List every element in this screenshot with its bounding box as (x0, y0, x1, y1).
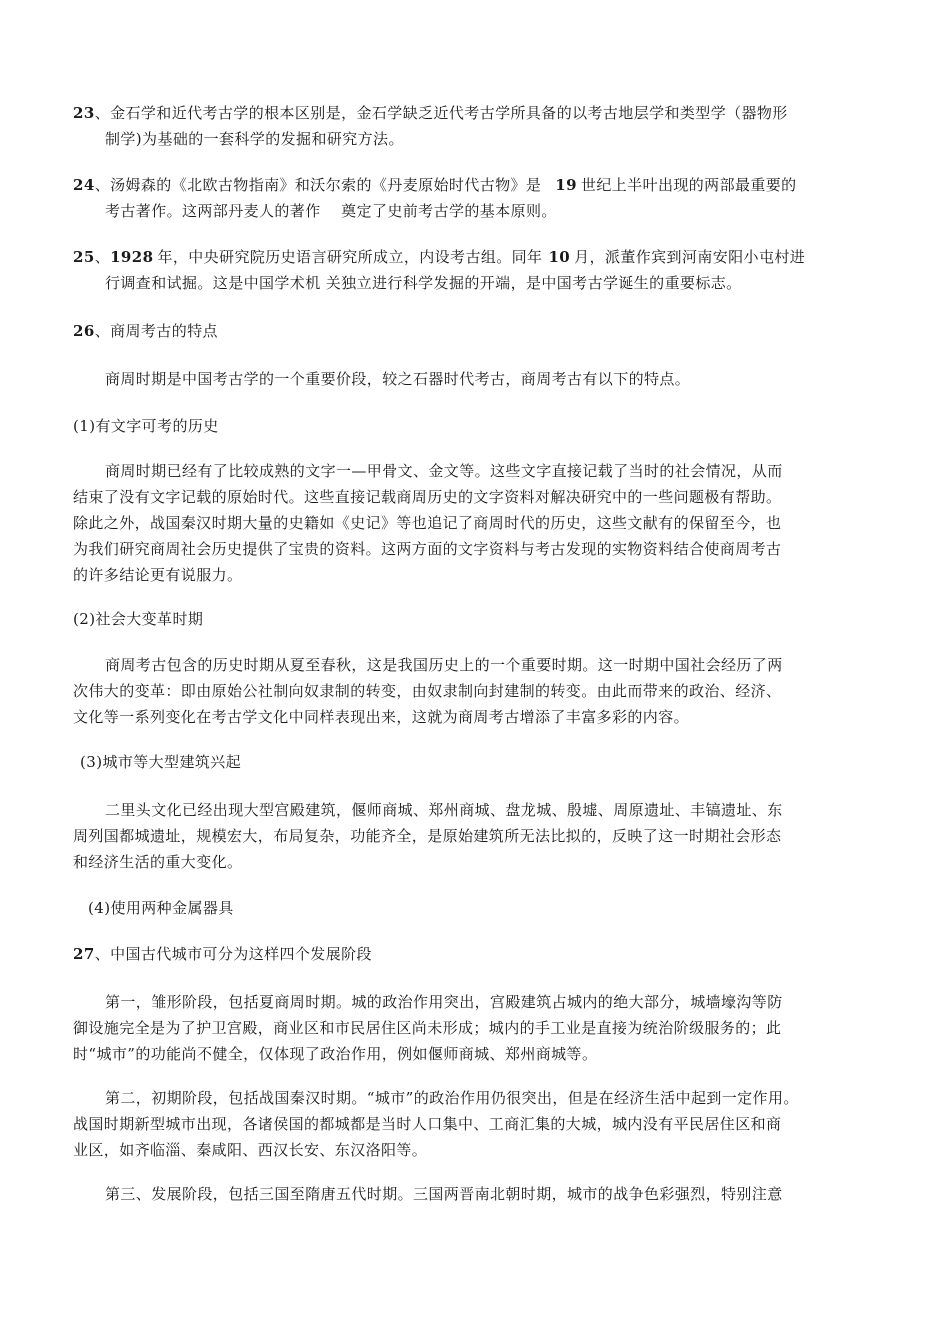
section-2-title: (2)社会大变革时期 (73, 610, 204, 628)
section-2-body (73, 652, 783, 730)
item-26-intro: 商周时期是中国考古学的一个重要价段，较之石器时代考古，商周考古有以下的特点。 (105, 370, 691, 388)
item-25 (73, 244, 805, 296)
section-3-title: (3)城市等大型建筑兴起 (80, 753, 242, 771)
section-1-title: (1)有文字可考的历史 (73, 417, 219, 435)
section-1-body (73, 458, 783, 588)
item-24-line-2: 考古著作。这两部丹麦人的著作 奠定了史前考古学的基本原则。 (105, 202, 557, 220)
section-1-line: 商周时期已经有了比较成熟的文字一—甲骨文、金文等。这些文字直接记载了当时的社会情况，从而 (105, 462, 783, 480)
section-2-line: 次伟大的变革：即由原始公社制向奴隶制的转变，由奴隶制向封建制的转变。由此而带来的政治、经济、 (73, 682, 782, 700)
section-4-title: (4)使用两种金属器具 (88, 899, 234, 917)
item-24-number: 24 (73, 176, 95, 194)
section-1-line: 的许多结论更有说服力。 (73, 566, 243, 584)
section-3-line: 和经济生活的重大变化。 (73, 853, 243, 871)
item-23-number: 23 (73, 104, 95, 122)
item-23-line-2: 制学)为基础的一套科学的发掘和研究方法。 (105, 130, 404, 148)
stage-1-body (73, 989, 783, 1067)
item-23 (73, 100, 788, 152)
section-1-line: 结束了没有文字记载的原始时代。这些直接记载商周历史的文字资料对解决研究中的一些问题极有帮助。 (73, 488, 782, 506)
item-24 (73, 172, 797, 224)
stage-2-line: 战国时期新型城市出现，各诸侯国的都城都是当时人口集中、工商汇集的大城，城内没有平民居住区和商 (73, 1115, 782, 1133)
section-3-body (73, 797, 783, 875)
section-2-line: 文化等一系列变化在考古学文化中同样表现出来，这就为商周考古增添了丰富多彩的内容。 (73, 708, 690, 726)
item-24-line-1: 24、汤姆森的《北欧古物指南》和沃尔索的《丹麦原始时代古物》是 19 世纪上半叶出现的两部最重要的 (73, 176, 797, 194)
section-2-line: 商周考古包含的历史时期从夏至春秋，这是我国历史上的一个重要时期。这一时期中国社会经历了两 (105, 656, 783, 674)
item-27-number: 27 (73, 945, 95, 963)
item-26-heading: 26、商周考古的特点 (73, 322, 218, 340)
section-1-line: 为我们研究商周社会历史提供了宝贵的资料。这两方面的文字资料与考古发现的实物资料结合使商周考古 (73, 540, 782, 558)
item-27-heading: 27、中国古代城市可分为这样四个发展阶段 (73, 945, 372, 963)
item-25-line-2: 行调查和试掘。这是中国学术机 关独立进行科学发掘的开端，是中国考古学诞生的重要标志。 (105, 274, 742, 292)
item-25-number: 25 (73, 248, 95, 266)
section-3-line: 二里头文化已经出现大型宫殿建筑，偃师商城、郑州商城、盘龙城、殷墟、周原遗址、丰镐遗址、东 (105, 801, 783, 819)
stage-2-body (73, 1085, 799, 1163)
stage-1-line: 时“城市”的功能尚不健全，仅体现了政治作用，例如偃师商城、郑州商城等。 (73, 1045, 598, 1063)
section-1-line: 除此之外，战国秦汉时期大量的史籍如《史记》等也追记了商周时代的历史，这些文献有的保留至今，也 (73, 514, 782, 532)
item-23-line-1: 23、金石学和近代考古学的根本区别是，金石学缺乏近代考古学所具备的以考古地层学和类型学（器物形 (73, 104, 788, 122)
stage-1-line: 御设施完全是为了护卫宫殿，商业区和市民居住区尚未形成；城内的手工业是直接为统治阶级服务的；此 (73, 1019, 782, 1037)
section-3-line: 周列国都城遗址，规模宏大，布局复杂，功能齐全，是原始建筑所无法比拟的，反映了这一时期社会形态 (73, 827, 782, 845)
stage-2-line: 业区，如齐临淄、秦咸阳、西汉长安、东汉洛阳等。 (73, 1141, 428, 1159)
stage-2-line: 第二，初期阶段，包括战国秦汉时期。“城市”的政治作用仍很突出，但是在经济生活中起到一定作用。 (105, 1089, 799, 1107)
stage-3-body (73, 1181, 783, 1207)
item-25-line-1: 25、1928 年，中央研究院历史语言研究所成立，内设考古组。同年 10 月，派董作宾到河南安阳小屯村进 (73, 248, 806, 266)
stage-3-line: 第三、发展阶段，包括三国至隋唐五代时期。三国两晋南北朝时期，城市的战争色彩强烈，特别注意 (105, 1185, 783, 1203)
stage-1-line: 第一，雏形阶段，包括夏商周时期。城的政治作用突出，宫殿建筑占城内的绝大部分，城墙壕沟等防 (105, 993, 783, 1011)
item-26-number: 26 (73, 322, 95, 340)
